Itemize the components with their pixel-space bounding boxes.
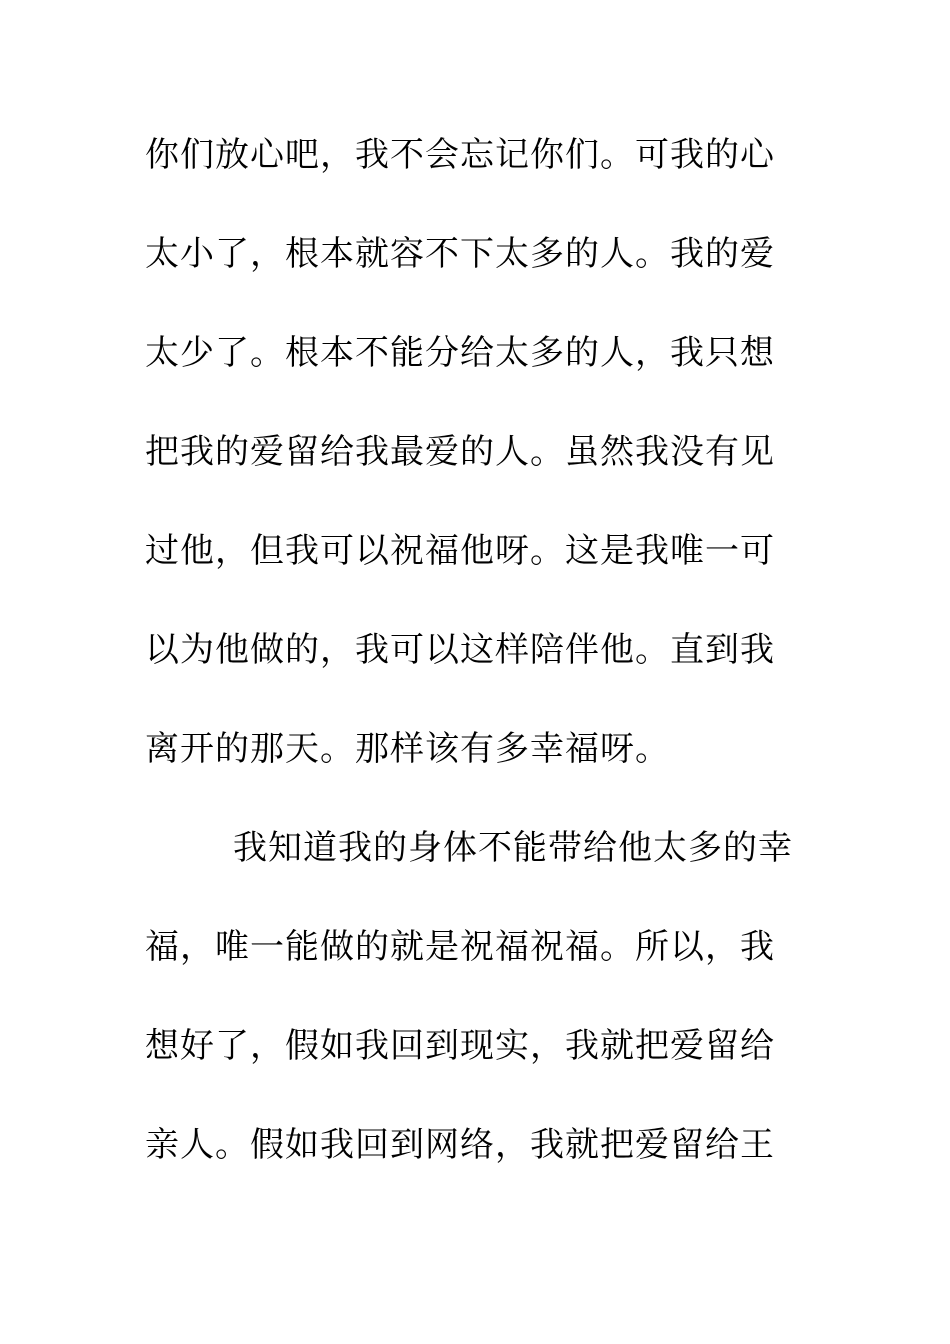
text-line-4: 把我的爱留给我最爱的人。虽然我没有见 bbox=[145, 432, 775, 472]
text-line-9: 福，唯一能做的就是祝福祝福。所以，我 bbox=[145, 927, 775, 967]
text-line-3: 太少了。根本不能分给太多的人，我只想 bbox=[145, 333, 775, 373]
text-line-5: 过他，但我可以祝福他呀。这是我唯一可 bbox=[145, 531, 775, 571]
text-line-7: 离开的那天。那样该有多幸福呀。 bbox=[145, 729, 670, 769]
text-line-6: 以为他做的，我可以这样陪伴他。直到我 bbox=[145, 630, 775, 670]
text-line-11: 亲人。假如我回到网络，我就把爱留给王 bbox=[145, 1125, 775, 1165]
text-line-8: 我知道我的身体不能带给他太多的幸 bbox=[233, 828, 793, 868]
text-line-10: 想好了，假如我回到现实，我就把爱留给 bbox=[145, 1026, 775, 1066]
body-text bbox=[145, 124, 825, 1213]
text-line-1: 你们放心吧，我不会忘记你们。可我的心 bbox=[145, 135, 775, 175]
text-line-2: 太小了，根本就容不下太多的人。我的爱 bbox=[145, 234, 775, 274]
